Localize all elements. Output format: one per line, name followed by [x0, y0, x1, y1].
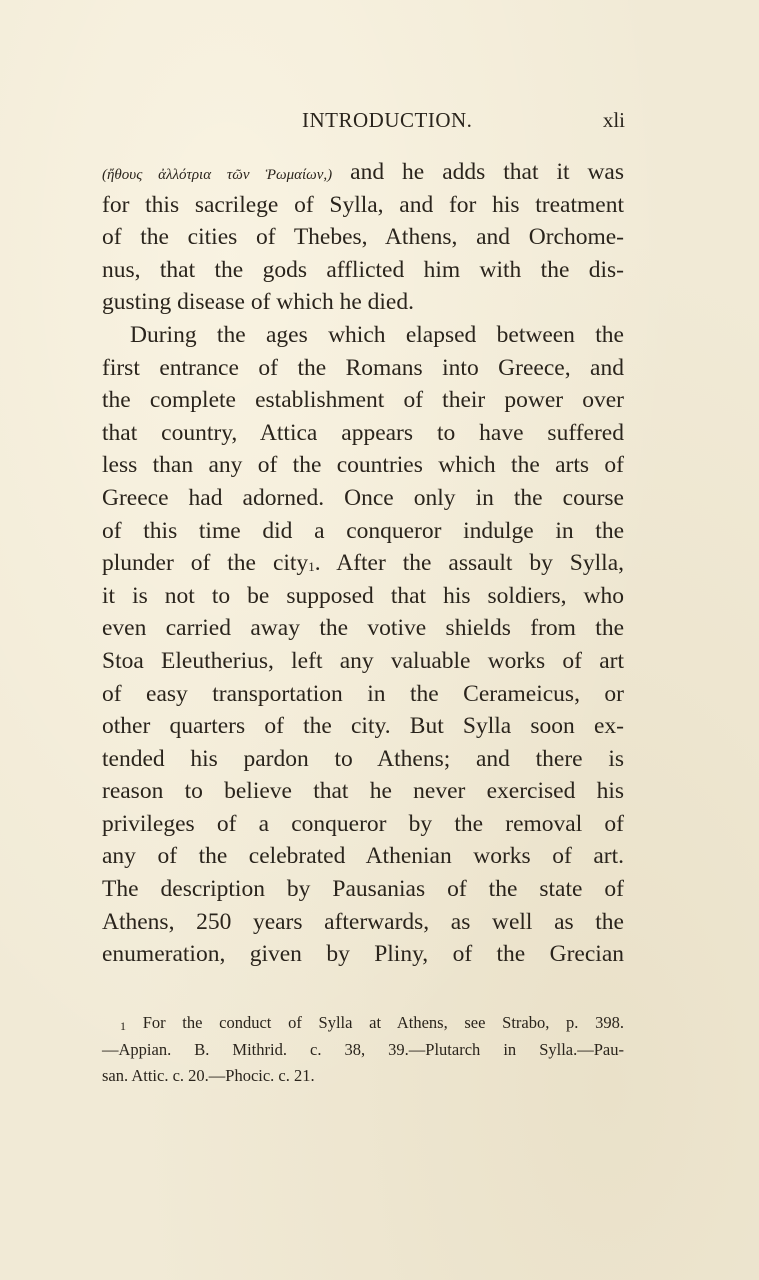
running-title: INTRODUCTION. [302, 108, 473, 132]
text-line: plunder of the city$^1$. After the assault by Sylla, [102, 550, 624, 577]
text-line: the complete establishment of their power over [102, 387, 624, 414]
text-line: that country, Attica appears to have suffered [102, 419, 624, 446]
footnote-marker: 1 [120, 1019, 126, 1033]
text-line: The description by Pausanias of the state of [102, 876, 624, 903]
text-line: less than any of the countries which the arts of [102, 452, 624, 479]
text-line: Stoa Eleutherius, left any valuable works of art [102, 647, 624, 674]
text-line: of this time did a conqueror indulge in the [102, 517, 624, 544]
text-line: first entrance of the Romans into Greece, and [102, 354, 624, 381]
text-line: for this sacrilege of Sylla, and for his treatment [102, 191, 624, 218]
text-line: even carried away the votive shields from the [102, 615, 624, 642]
running-header [102, 108, 625, 138]
greek-phrase: (ἤθους ἀλλότρια τῶν Ῥωμαίων,) [102, 167, 333, 183]
text-line: of the cities of Thebes, Athens, and Orchome- [102, 224, 624, 251]
text-line: (ἤθους ἀλλότρια τῶν Ῥωμαίων,) and he adds that it was [102, 159, 625, 185]
footnote-reference: 1 [308, 559, 315, 575]
text-line: gusting disease of which he died. [102, 289, 414, 316]
text-line: nus, that the gods afflicted him with the dis- [102, 256, 624, 283]
text-line: reason to believe that he never exercised his [102, 778, 624, 805]
paragraph-first-line: During the ages which elapsed between the [130, 321, 624, 348]
text-line: tended his pardon to Athens; and there is [102, 745, 624, 772]
text-line: Greece had adorned. Once only in the course [102, 484, 624, 511]
text-line: any of the celebrated Athenian works of art. [102, 843, 624, 870]
footnote-line: $^1$ For the conduct of Sylla at Athens, see Strabo, p. 398. [120, 1013, 624, 1033]
footnotes [102, 1010, 624, 1090]
text-line: other quarters of the city. But Sylla soon ex- [102, 713, 624, 740]
footnote-line: san. Attic. c. 20.—Phocic. c. 21. [102, 1066, 315, 1085]
main-text [102, 156, 624, 971]
text-line: it is not to be supposed that his soldiers, who [102, 582, 624, 609]
text-line: of easy transportation in the Cerameicus, or [102, 680, 624, 707]
page-number: xli [602, 108, 625, 132]
text-line: Athens, 250 years afterwards, as well as the [102, 908, 624, 935]
text-line: privileges of a conqueror by the removal of [102, 810, 624, 837]
text-line: enumeration, given by Pliny, of the Grecian [102, 941, 624, 968]
footnote-line: —Appian. B. Mithrid. c. 38, 39.—Plutarch in Sylla.—Pau- [102, 1039, 624, 1059]
